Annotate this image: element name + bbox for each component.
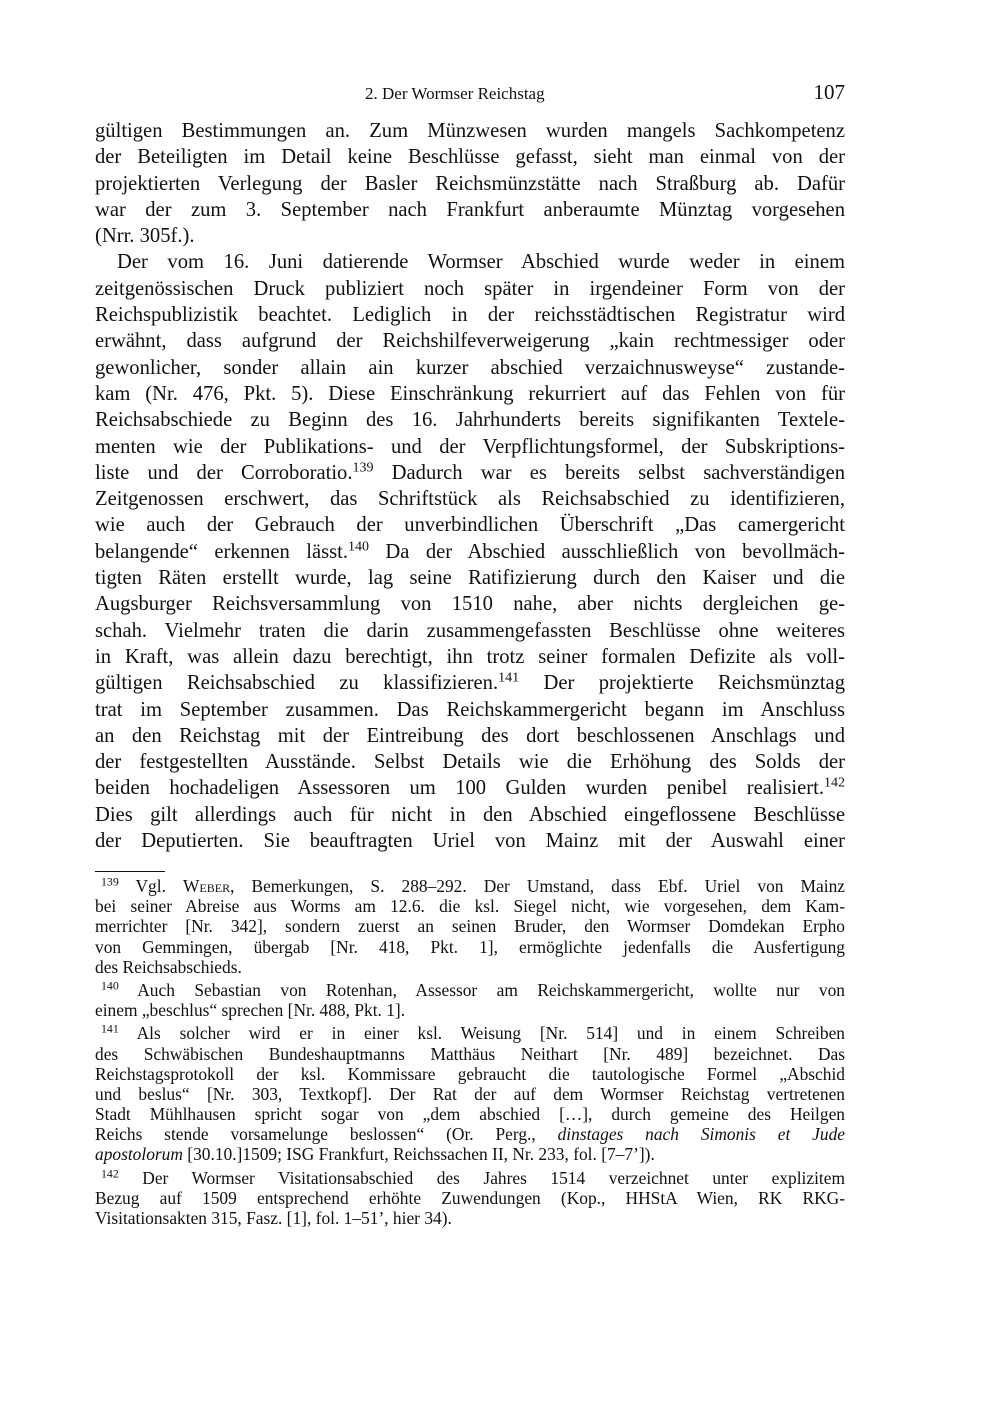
text-line bbox=[95, 1208, 845, 1228]
text-line bbox=[95, 1044, 845, 1064]
text-segment: , Bemerkungen, S. 288–292. Der Umstand, dass Ebf. Uriel von Mainz bbox=[230, 876, 845, 896]
text-segment: Als solcher wird er in einer ksl. Weisung [Nr. 514] und in einem Schreiben bbox=[118, 1023, 845, 1044]
text-line bbox=[95, 1104, 845, 1124]
footnote-reference: 139 bbox=[352, 460, 374, 476]
text-line bbox=[95, 381, 845, 407]
text-segment: menten wie der Publikations- und der Verpflichtungsformel, der Subskriptions- bbox=[95, 435, 845, 458]
page-number: 107 bbox=[813, 80, 845, 104]
text-segment: schah. Vielmehr traten die darin zusammengefassten Beschlüsse ohne weiteres bbox=[95, 619, 845, 642]
text-line bbox=[95, 512, 845, 538]
text-segment: Vgl. bbox=[118, 876, 183, 896]
text-line bbox=[95, 407, 845, 433]
text-line bbox=[95, 486, 845, 512]
text-segment: zeitgenössischen Druck publiziert noch später in irgendeiner Form von der bbox=[95, 277, 845, 300]
text-line bbox=[95, 144, 845, 170]
text-line bbox=[95, 302, 845, 328]
text-segment: Reichs stende vorsamelunge beslossen“ (Or. Perg., bbox=[95, 1124, 558, 1145]
text-segment: Zeitgenossen erschwert, das Schriftstück als Reichsabschied zu identifizieren, bbox=[95, 488, 845, 511]
text-segment: wie auch der Gebrauch der unverbindlichen Überschrift „Das camergericht bbox=[95, 514, 845, 537]
text-segment: Der projektierte Reichsmünztag bbox=[519, 672, 845, 695]
text-line bbox=[95, 328, 845, 354]
footnote-reference: 140 bbox=[348, 539, 369, 555]
footnotes bbox=[95, 876, 845, 1231]
footnote-140 bbox=[95, 980, 845, 1020]
text-line bbox=[95, 1084, 845, 1104]
text-line bbox=[95, 896, 845, 916]
text-line bbox=[95, 118, 845, 144]
text-line bbox=[95, 802, 845, 828]
text-segment: des Reichsabschieds. bbox=[95, 956, 242, 977]
text-line bbox=[95, 249, 845, 275]
text-segment: des Schwäbischen Bundeshauptmanns Matthäus Neithart [Nr. 489] bezeichnet. Das bbox=[95, 1043, 845, 1064]
text-line bbox=[95, 1168, 845, 1188]
text-line bbox=[95, 828, 845, 854]
text-segment: Weber bbox=[182, 876, 231, 896]
text-line bbox=[95, 644, 845, 670]
footnote-reference: 141 bbox=[498, 670, 520, 686]
footnote-139 bbox=[95, 876, 845, 977]
text-segment: Reichspublizistik beachtet. Lediglich in der reichsstädtischen Registratur wird bbox=[95, 304, 845, 327]
text-line bbox=[95, 697, 845, 723]
text-segment: und beslus“ [Nr. 303, Textkopf]. Der Rat der auf dem Wormser Reichstag vertretenen bbox=[95, 1083, 845, 1104]
text-segment: Der vom 16. Juni datierende Wormser Abschied wurde weder in einem bbox=[117, 251, 845, 274]
text-segment: gewonlicher, sonder allain ain kurzer abschied verzaichnusweyse“ zustande- bbox=[95, 356, 845, 379]
footnote-reference: 142 bbox=[101, 1166, 119, 1181]
text-line bbox=[95, 916, 845, 936]
text-line bbox=[95, 876, 845, 896]
text-segment: kam (Nr. 476, Pkt. 5). Diese Einschränkung rekurriert auf das Fehlen von für bbox=[95, 382, 845, 405]
text-segment: (Nrr. 305f.). bbox=[95, 225, 195, 248]
text-segment: trat im September zusammen. Das Reichskammergericht begann im Anschluss bbox=[95, 698, 845, 721]
text-segment: der Beteiligten im Detail keine Beschlüsse gefasst, sieht man einmal von der bbox=[95, 146, 845, 169]
text-line bbox=[95, 460, 845, 486]
text-line bbox=[95, 1124, 845, 1144]
text-segment: gültigen Bestimmungen an. Zum Münzwesen wurden mangels Sachkompetenz bbox=[95, 120, 845, 142]
text-segment: Augsburger Reichsversammlung von 1510 nahe, aber nichts dergleichen ge- bbox=[95, 593, 845, 616]
text-segment: bei seiner Abreise aus Worms am 12.6. die ksl. Siegel nicht, wie vorgesehen, dem Kam- bbox=[95, 896, 845, 917]
text-line bbox=[95, 223, 845, 249]
text-line bbox=[95, 1000, 845, 1020]
text-segment: der festgestellten Ausstände. Selbst Details wie die Erhöhung des Solds der bbox=[95, 751, 845, 774]
text-segment: Visitationsakten 315, Fasz. [1], fol. 1–51’, hier 34). bbox=[95, 1208, 452, 1228]
text-line bbox=[95, 565, 845, 591]
footnote-reference: 140 bbox=[101, 978, 119, 993]
text-line bbox=[95, 355, 845, 381]
text-line bbox=[95, 670, 845, 696]
text-segment: [30.10.]1509; ISG Frankfurt, Reichssachen II, Nr. 233, fol. [7–7’]). bbox=[182, 1144, 655, 1165]
text-segment: an den Reichstag mit der Eintreibung des dort beschlossenen Anschlags und bbox=[95, 724, 845, 747]
text-segment: tigten Räten erstellt wurde, lag seine Ratifizierung durch den Kaiser und die bbox=[95, 567, 845, 590]
text-line bbox=[95, 957, 845, 977]
text-segment: Reichstagsprotokoll der ksl. Kommissare gebraucht die tautologische Formel „Abschid bbox=[95, 1063, 845, 1084]
text-line bbox=[95, 434, 845, 460]
footnote-reference: 139 bbox=[101, 874, 119, 889]
text-line bbox=[95, 980, 845, 1000]
text-segment: Der Wormser Visitationsabschied des Jahres 1514 verzeichnet unter explizitem bbox=[118, 1167, 845, 1188]
page-header bbox=[95, 80, 845, 108]
footnote-142 bbox=[95, 1168, 845, 1229]
text-line bbox=[95, 1023, 845, 1043]
text-segment: merrichter [Nr. 342], sondern zuerst an seinen Bruder, den Wormser Domdekan Erpho bbox=[95, 916, 845, 937]
footnote-reference: 142 bbox=[824, 775, 845, 791]
text-line bbox=[95, 171, 845, 197]
text-line bbox=[95, 1188, 845, 1208]
text-line bbox=[95, 539, 845, 565]
text-line bbox=[95, 723, 845, 749]
text-segment: erwähnt, dass aufgrund der Reichshilfeverweigerung „kain rechtmessiger oder bbox=[95, 330, 845, 353]
text-segment: projektierten Verlegung der Basler Reichsmünzstätte nach Straßburg ab. Dafür bbox=[95, 172, 845, 195]
running-title: 2. Der Wormser Reichstag bbox=[365, 84, 545, 103]
text-line bbox=[95, 1144, 845, 1164]
text-segment: war der zum 3. September nach Frankfurt anberaumte Münztag vorgesehen bbox=[95, 198, 845, 221]
text-line bbox=[95, 1064, 845, 1084]
text-line bbox=[95, 937, 845, 957]
text-segment: Dies gilt allerdings auch für nicht in den Abschied eingeflossene Beschlüsse bbox=[95, 803, 845, 826]
text-line bbox=[95, 618, 845, 644]
text-segment: Auch Sebastian von Rotenhan, Assessor am Reichskammergericht, wollte nur von bbox=[118, 979, 845, 1000]
text-segment: Reichsabschiede zu Beginn des 16. Jahrhunderts bereits signifikanten Textele- bbox=[95, 409, 845, 432]
text-line bbox=[95, 749, 845, 775]
text-segment: apostolorum bbox=[95, 1144, 183, 1165]
text-segment: Dadurch war es bereits selbst sachverständigen bbox=[373, 461, 846, 484]
text-segment: gültigen Reichsabschied zu klassifizieren. bbox=[95, 672, 499, 695]
text-segment: dinstages nach Simonis et Jude bbox=[557, 1124, 845, 1145]
footnote-reference: 141 bbox=[101, 1021, 119, 1036]
footnote-141 bbox=[95, 1023, 845, 1164]
text-segment: von Gemmingen, übergab [Nr. 418, Pkt. 1], ermöglichte jedenfalls die Ausfertigung bbox=[95, 936, 845, 957]
main-text bbox=[95, 118, 845, 854]
text-segment: einem „beschlus“ sprechen [Nr. 488, Pkt. 1]. bbox=[95, 1000, 406, 1021]
text-line bbox=[95, 197, 845, 223]
text-segment: Bezug auf 1509 entsprechend erhöhte Zuwendungen (Kop., HHStA Wien, RK RKG- bbox=[95, 1187, 845, 1208]
text-segment: Stadt Mühlhausen spricht sogar von „dem abschied […], durch gemeine des Heilgen bbox=[95, 1104, 845, 1125]
text-line bbox=[95, 276, 845, 302]
text-segment: liste und der Corroboratio. bbox=[95, 461, 353, 484]
text-segment: in Kraft, was allein dazu berechtigt, ihn trotz seiner formalen Defizite als voll- bbox=[95, 645, 845, 668]
text-segment: belangende“ erkennen lässt. bbox=[95, 540, 348, 563]
text-segment: Da der Abschied ausschließlich von bevollmäch- bbox=[369, 540, 846, 563]
text-segment: der Deputierten. Sie beauftragten Uriel von Mainz mit der Auswahl einer bbox=[95, 830, 845, 853]
text-segment: beiden hochadeligen Assessoren um 100 Gulden wurden penibel realisiert. bbox=[95, 777, 824, 800]
text-line bbox=[95, 775, 845, 801]
text-line bbox=[95, 591, 845, 617]
footnote-separator bbox=[95, 871, 165, 872]
